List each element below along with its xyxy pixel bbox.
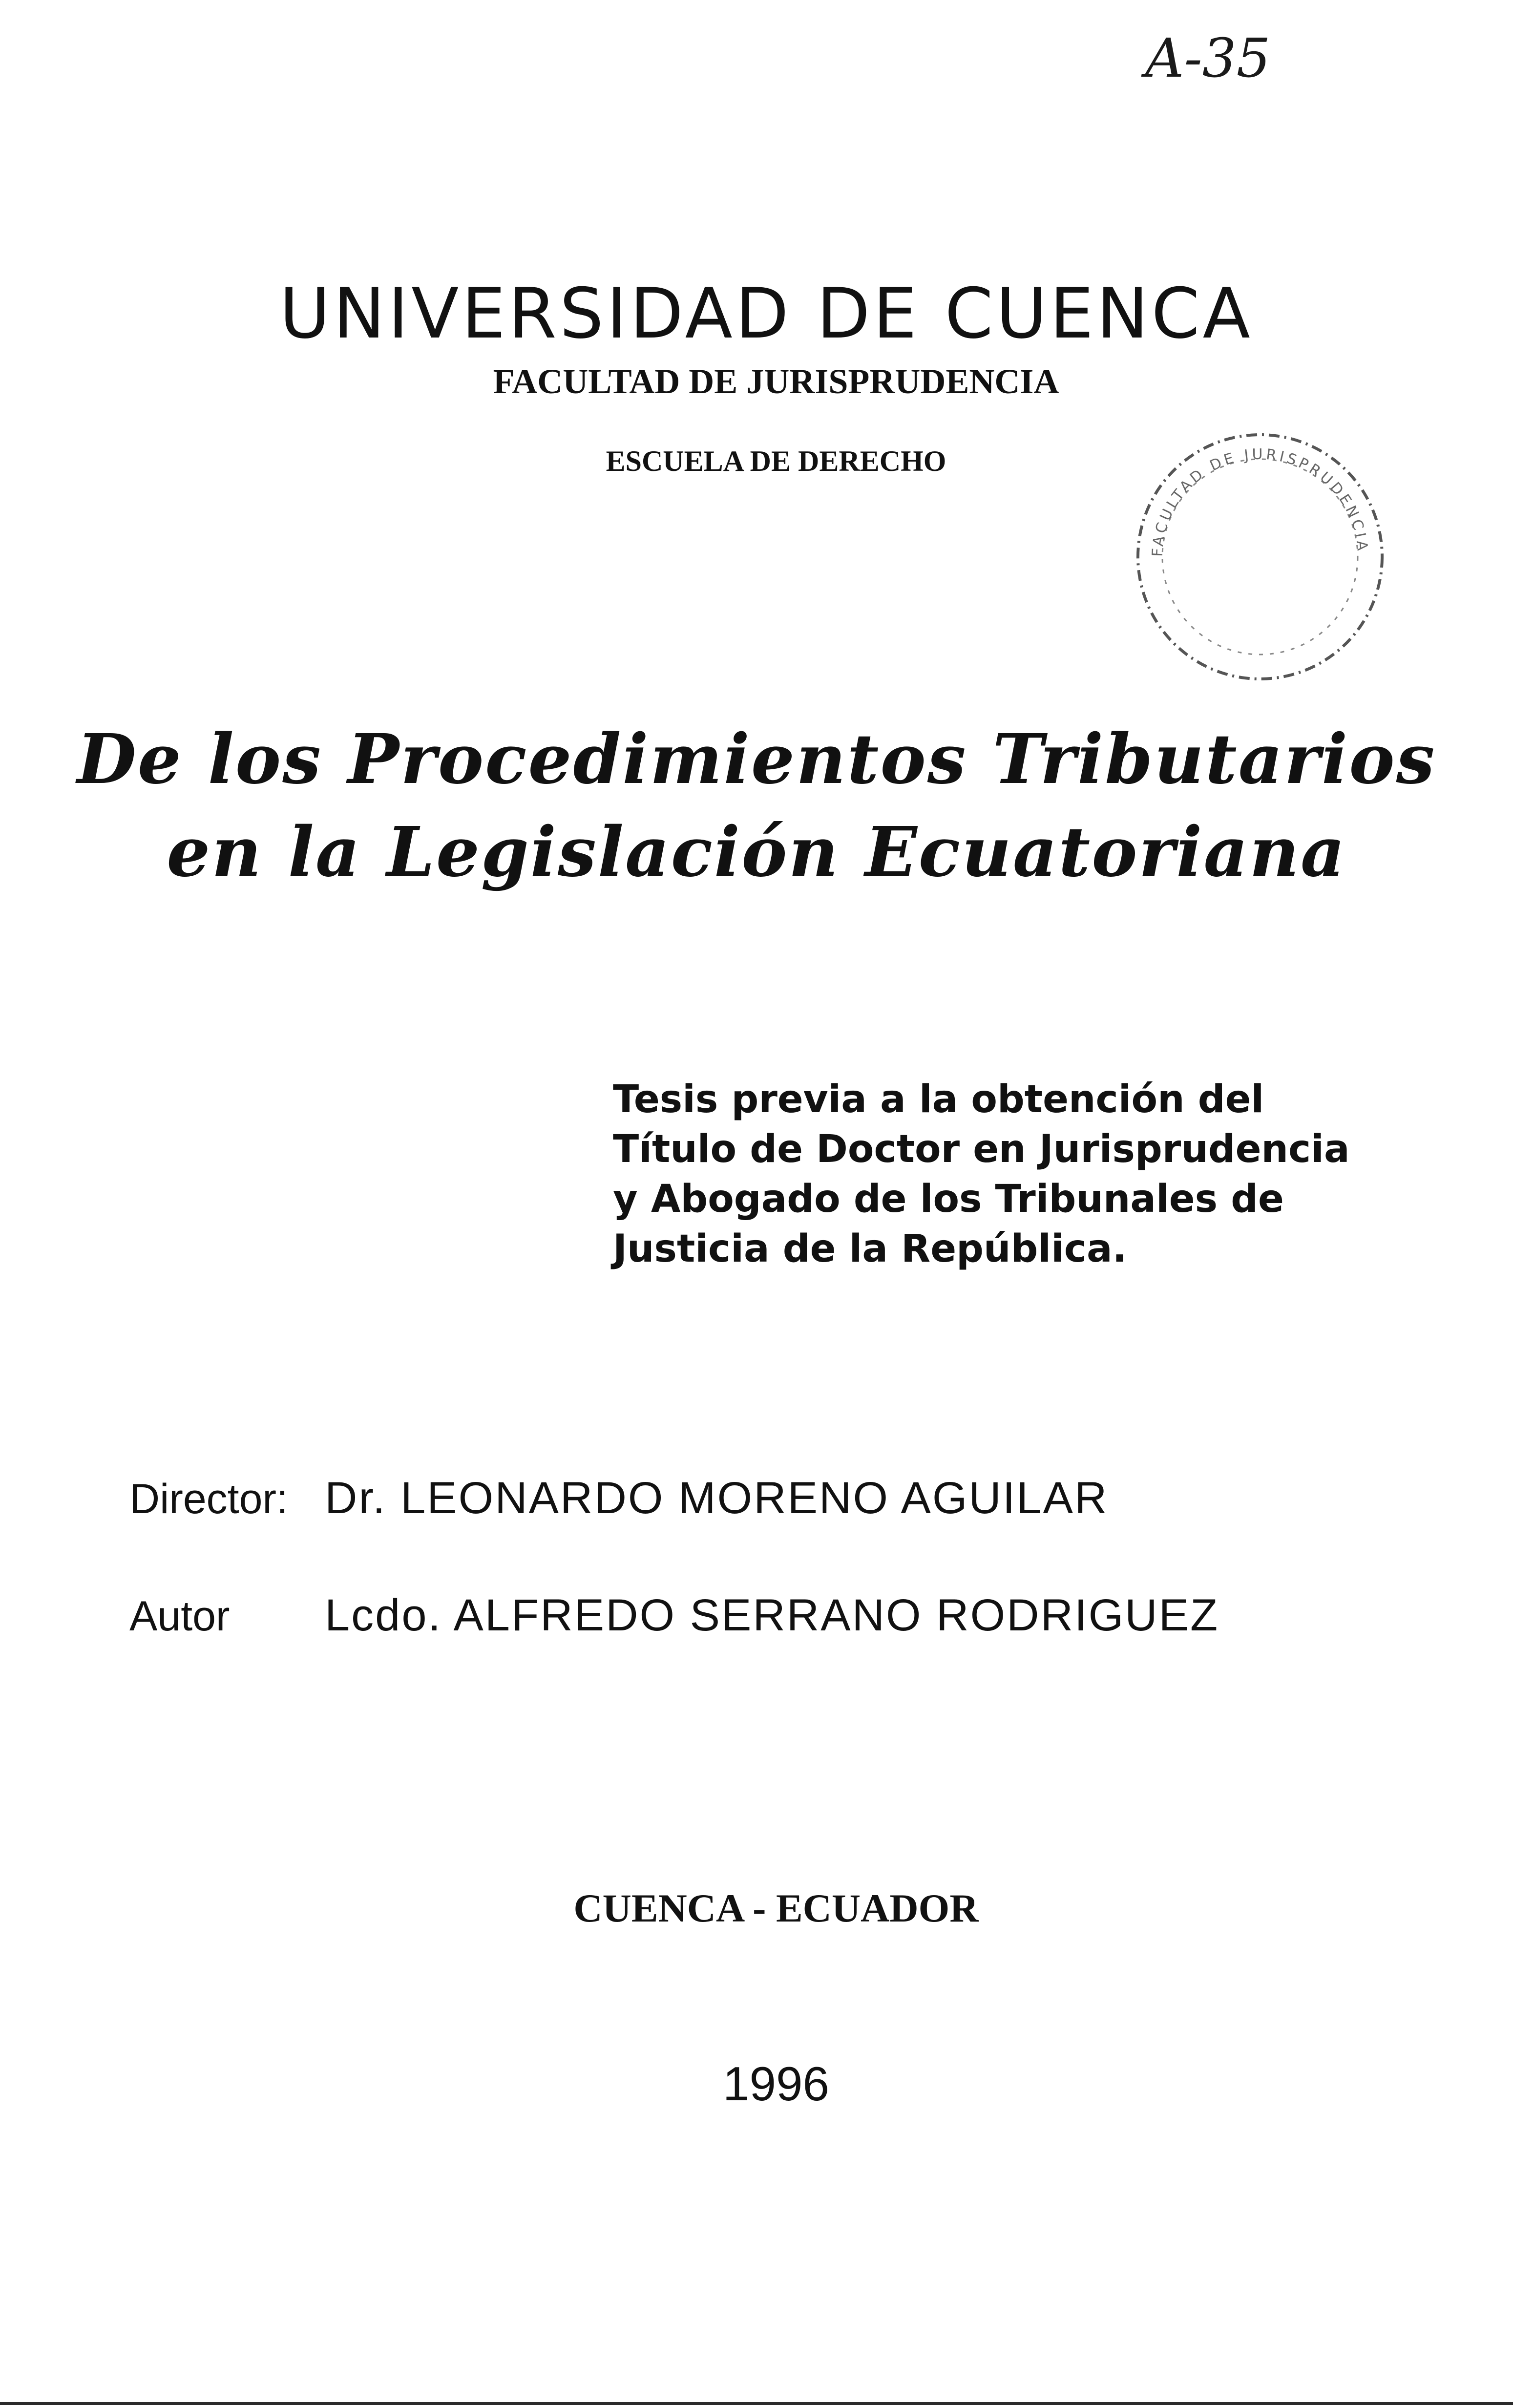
author-name: Lcdo. ALFREDO SERRANO RODRIGUEZ: [325, 1590, 1219, 1640]
thesis-note: [613, 1075, 1492, 1274]
thesis-note-line: Justicia de la República.: [613, 1227, 1127, 1271]
university-name: UNIVERSIDAD DE CUENCA: [279, 274, 1253, 354]
thesis-note-line: Título de Doctor en Jurisprudencia: [613, 1127, 1350, 1171]
faculty-name: FACULTAD DE JURISPRUDENCIA: [493, 362, 1059, 401]
faculty-seal-stamp: [1123, 420, 1397, 694]
thesis-note-line: Tesis previa a la obtención del: [613, 1077, 1264, 1121]
director-label: Director:: [129, 1476, 288, 1522]
year: 1996: [722, 2057, 829, 2111]
director-name: Dr. LEONARDO MORENO AGUILAR: [325, 1473, 1109, 1523]
thesis-note-line: y Abogado de los Tribunales de: [613, 1177, 1284, 1221]
bottom-edge-line: [0, 2402, 1513, 2405]
title-line-2: en la Legislación Ecuatoriana: [167, 812, 1346, 892]
catalog-mark: A-35: [1145, 27, 1271, 89]
place: CUENCA - ECUADOR: [573, 1886, 979, 1930]
school-name: ESCUELA DE DERECHO: [606, 445, 946, 477]
thesis-title: [0, 713, 1513, 899]
author-label: Autor: [129, 1593, 230, 1640]
seal-text: FACULTAD DE JURISPRUDENCIA: [1149, 445, 1371, 557]
title-line-1: De los Procedimientos Tributarios: [77, 719, 1436, 800]
